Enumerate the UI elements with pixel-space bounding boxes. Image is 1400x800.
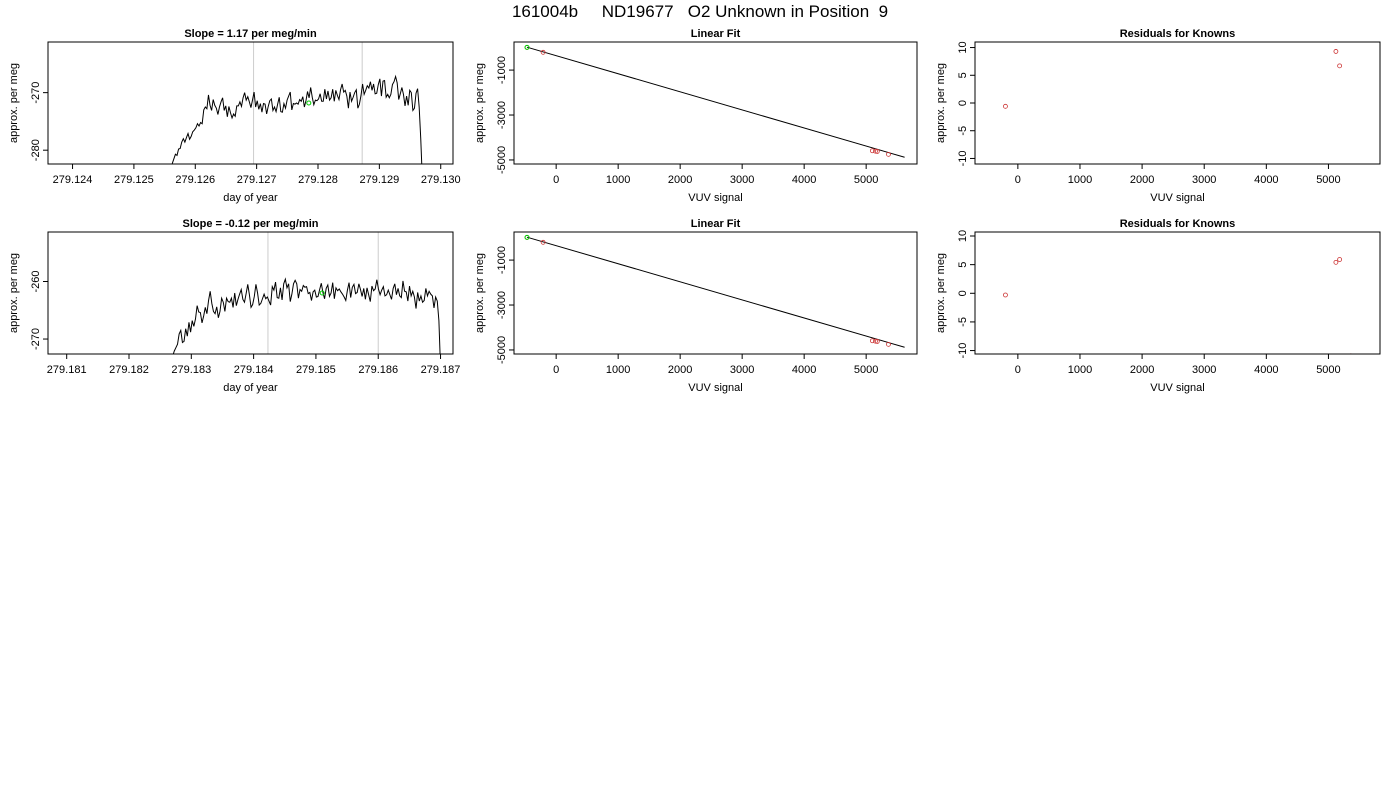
plot-frame bbox=[975, 42, 1380, 164]
plot-area bbox=[1003, 49, 1341, 108]
x-tick-label: 279.124 bbox=[52, 174, 93, 186]
y-tick-label: 0 bbox=[957, 99, 969, 107]
y-tick-label: -10 bbox=[957, 342, 969, 359]
x-tick-label: 3000 bbox=[1191, 174, 1217, 186]
y-axis-label: approx. per meg bbox=[8, 62, 20, 144]
chart-title: Residuals for Knowns bbox=[1119, 28, 1236, 40]
y-tick-label: -1000 bbox=[496, 246, 508, 275]
x-tick-label: 3000 bbox=[1191, 364, 1217, 376]
x-tick-label: 279.187 bbox=[420, 364, 461, 376]
y-tick-label: -5 bbox=[957, 125, 969, 136]
y-tick-label: -5000 bbox=[496, 145, 508, 175]
x-axis-label: day of year bbox=[223, 382, 278, 394]
panel-row2-linearfit bbox=[474, 218, 917, 394]
fit-line bbox=[527, 47, 905, 157]
x-axis-label: VUV signal bbox=[688, 382, 743, 394]
y-tick-label: 10 bbox=[957, 229, 969, 243]
panel-row1-linearfit bbox=[474, 28, 917, 204]
y-axis-label: approx. per meg bbox=[8, 252, 20, 334]
x-axis-label: VUV signal bbox=[1150, 192, 1205, 204]
x-tick-label: 1000 bbox=[1067, 364, 1093, 376]
x-tick-label: 279.184 bbox=[233, 364, 274, 376]
chart-title: Slope = -0.12 per meg/min bbox=[182, 218, 319, 230]
x-tick-label: 1000 bbox=[1067, 174, 1093, 186]
y-tick-label: 0 bbox=[957, 290, 969, 297]
figure-title: 161004b ND19677 O2 Unknown in Position 9 bbox=[511, 2, 889, 21]
mean-marker bbox=[307, 101, 311, 105]
y-tick-label: -270 bbox=[30, 328, 42, 351]
x-tick-label: 4000 bbox=[791, 364, 817, 376]
x-tick-label: 279.186 bbox=[358, 364, 399, 376]
x-tick-label: 3000 bbox=[729, 364, 755, 376]
x-tick-label: 2000 bbox=[667, 174, 693, 186]
y-tick-label: -10 bbox=[957, 150, 969, 167]
series-line bbox=[173, 279, 441, 368]
x-axis-label: VUV signal bbox=[1150, 382, 1205, 394]
data-point bbox=[1338, 257, 1342, 261]
x-tick-label: 0 bbox=[1014, 364, 1021, 376]
data-point bbox=[1003, 293, 1007, 297]
x-tick-label: 2000 bbox=[1129, 174, 1155, 186]
x-tick-label: 279.183 bbox=[171, 364, 212, 376]
y-axis-label: approx. per meg bbox=[474, 252, 486, 334]
chart-title: Residuals for Knowns bbox=[1119, 218, 1236, 230]
x-tick-label: 5000 bbox=[853, 174, 879, 186]
fit-line bbox=[527, 237, 905, 347]
x-tick-label: 1000 bbox=[605, 364, 631, 376]
x-tick-label: 0 bbox=[553, 174, 560, 186]
x-tick-label: 4000 bbox=[791, 174, 817, 186]
y-tick-label: 5 bbox=[957, 261, 969, 268]
x-tick-label: 1000 bbox=[605, 174, 631, 186]
x-tick-label: 279.127 bbox=[236, 174, 277, 186]
panel-row2-residuals bbox=[935, 218, 1380, 394]
data-point bbox=[1334, 49, 1338, 53]
y-tick-label: -5000 bbox=[496, 335, 508, 365]
x-tick-label: 279.185 bbox=[296, 364, 336, 376]
y-tick-label: -3000 bbox=[496, 290, 508, 320]
y-tick-label: 5 bbox=[957, 72, 969, 79]
x-axis-label: VUV signal bbox=[688, 192, 743, 204]
x-tick-label: 279.125 bbox=[114, 174, 154, 186]
y-tick-label: 10 bbox=[957, 41, 969, 54]
plot-area bbox=[171, 42, 423, 179]
x-tick-label: 4000 bbox=[1254, 174, 1279, 186]
panel-row1-timeseries bbox=[8, 28, 461, 204]
x-tick-label: 5000 bbox=[853, 364, 879, 376]
x-tick-label: 0 bbox=[1014, 174, 1021, 186]
chart-title: Linear Fit bbox=[690, 28, 741, 40]
y-axis-label: approx. per meg bbox=[935, 62, 947, 144]
y-tick-label: -260 bbox=[30, 270, 42, 293]
x-tick-label: 4000 bbox=[1254, 364, 1279, 376]
panel-row1-residuals bbox=[935, 28, 1380, 204]
plot-area bbox=[173, 232, 441, 368]
y-tick-label: -5 bbox=[957, 317, 969, 327]
y-axis-label: approx. per meg bbox=[474, 62, 486, 144]
chart-title: Slope = 1.17 per meg/min bbox=[184, 28, 317, 40]
y-axis-label: approx. per meg bbox=[935, 252, 947, 334]
x-tick-label: 2000 bbox=[667, 364, 693, 376]
x-tick-label: 279.181 bbox=[46, 364, 87, 376]
plot-frame bbox=[514, 232, 917, 354]
y-tick-label: -270 bbox=[30, 81, 42, 104]
data-point bbox=[1003, 104, 1007, 108]
y-tick-label: -1000 bbox=[496, 56, 508, 85]
x-tick-label: 5000 bbox=[1316, 364, 1341, 376]
x-tick-label: 3000 bbox=[729, 174, 755, 186]
plot-frame bbox=[514, 42, 917, 164]
x-tick-label: 279.130 bbox=[420, 174, 461, 186]
plot-area bbox=[525, 45, 905, 157]
x-axis-label: day of year bbox=[223, 192, 278, 204]
y-tick-label: -280 bbox=[30, 139, 42, 162]
plot-area bbox=[525, 235, 905, 347]
data-point bbox=[1338, 64, 1342, 68]
x-tick-label: 279.182 bbox=[109, 364, 149, 376]
x-tick-label: 2000 bbox=[1129, 364, 1155, 376]
y-tick-label: -3000 bbox=[496, 100, 508, 130]
plot-area bbox=[1003, 257, 1352, 357]
plot-frame bbox=[975, 232, 1380, 354]
x-tick-label: 279.126 bbox=[175, 174, 216, 186]
chart-title: Linear Fit bbox=[690, 218, 741, 230]
x-tick-label: 5000 bbox=[1316, 174, 1341, 186]
x-tick-label: 279.129 bbox=[359, 174, 400, 186]
data-point bbox=[1334, 260, 1338, 264]
plot-frame bbox=[48, 42, 453, 164]
x-tick-label: 0 bbox=[553, 364, 560, 376]
x-tick-label: 279.128 bbox=[298, 174, 338, 186]
panel-row2-timeseries bbox=[8, 218, 460, 394]
